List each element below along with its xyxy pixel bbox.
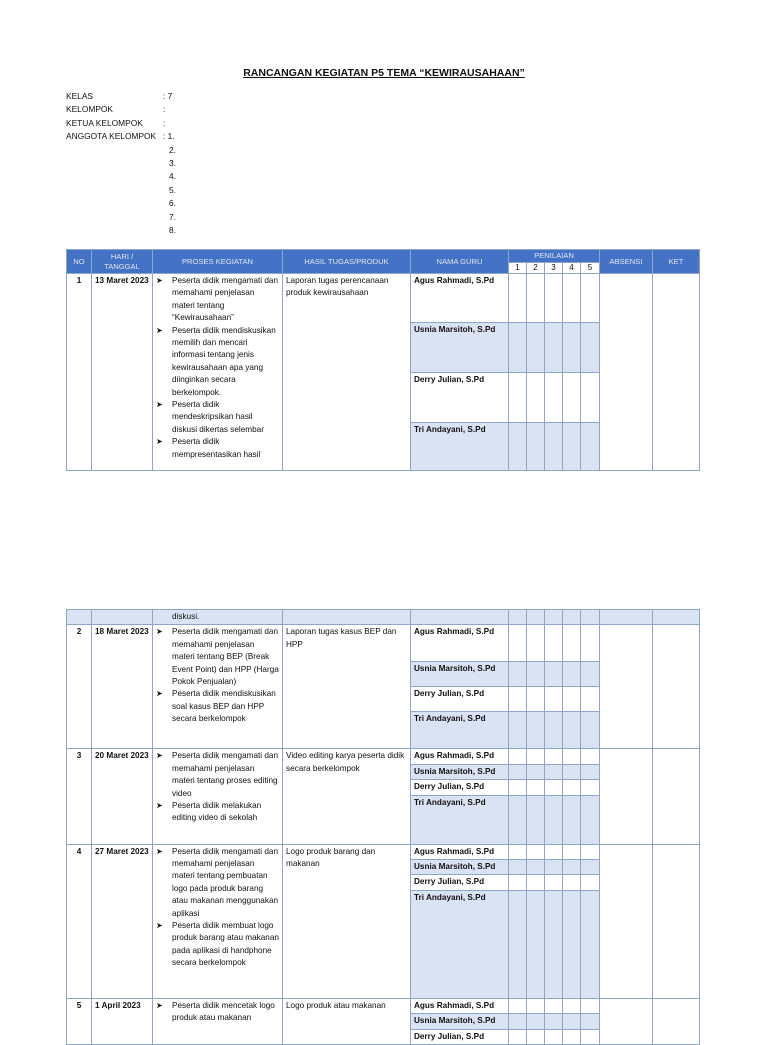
info-row-kelas xyxy=(66,90,176,103)
teacher-name: Agus Rahmadi, S.Pd xyxy=(411,749,509,764)
row-date: 18 Maret 2023 xyxy=(92,625,153,749)
activity-table-page-2 xyxy=(66,609,700,1045)
member-number: 4. xyxy=(169,171,176,182)
score-header: 4 xyxy=(563,263,581,274)
row-no: 4 xyxy=(67,844,92,998)
teacher-name: Tri Andayani, S.Pd xyxy=(411,423,509,471)
activity-item: ➤ Peserta didik mengamati dan memahami penjelasan materi tentang BEP (Break Event Point) dan HPP (Harga Pokok Penjualan) xyxy=(156,626,279,688)
header-proses: PROSES KEGIATAN xyxy=(153,250,283,274)
row-no: 2 xyxy=(67,625,92,749)
teacher-name: Agus Rahmadi, S.Pd xyxy=(411,625,509,662)
member-number: 5. xyxy=(169,184,176,195)
teacher-name: Tri Andayani, S.Pd xyxy=(411,795,509,844)
teacher-name: Usnia Marsitoh, S.Pd xyxy=(411,1014,509,1029)
header-no: NO xyxy=(67,250,92,274)
row-activities xyxy=(153,998,283,1044)
activity-item: ➤ Peserta didik mendiskusikan memilih dan mencari informasi tentang jenis kewirausahaan apa yang diinginkan secara berkelompok. xyxy=(156,325,279,399)
member-number: 3. xyxy=(169,158,176,169)
header-absensi: ABSENSI xyxy=(600,250,653,274)
info-row-kelompok xyxy=(66,103,176,116)
row-result: Logo produk atau makanan xyxy=(283,998,411,1044)
activity-item: ➤ Peserta didik mengamati dan memahami penjelasan materi tentang proses editing video xyxy=(156,750,279,800)
continuation-text: diskusi. xyxy=(153,610,283,625)
info-value: : xyxy=(163,104,166,115)
header-penilaian: PENILAIAN xyxy=(509,250,600,263)
info-row-anggota xyxy=(66,130,176,143)
row-no: 3 xyxy=(67,749,92,844)
class-info xyxy=(66,90,176,237)
row-result: Logo produk barang dan makanan xyxy=(283,844,411,998)
activity-item: ➤ Peserta didik mengamati dan memahami penjelasan materi tentang “Kewirausahaan” xyxy=(156,275,279,325)
row-date: 27 Maret 2023 xyxy=(92,844,153,998)
info-label: KETUA KELOMPOK xyxy=(66,117,143,128)
member-number: 7. xyxy=(169,211,176,222)
activity-item: ➤ Peserta didik mempresentasikan hasil xyxy=(156,436,279,461)
page-title: RANCANGAN KEGIATAN P5 TEMA “KEWIRAUSAHAAN” xyxy=(243,67,525,79)
teacher-name: Usnia Marsitoh, S.Pd xyxy=(411,764,509,779)
info-value: : xyxy=(163,117,166,128)
activity-item: ➤ Peserta didik mendiskusikan soal kasus BEP dan HPP secara berkelompok xyxy=(156,688,279,725)
member-number: 6. xyxy=(169,198,176,209)
teacher-name: Tri Andayani, S.Pd xyxy=(411,712,509,749)
activity-item: ➤ Peserta didik mendeskripsikan hasil diskusi dikertas selembar xyxy=(156,399,279,436)
teacher-name: Usnia Marsitoh, S.Pd xyxy=(411,662,509,687)
header-ket: KET xyxy=(653,250,700,274)
teacher-name: Derry Julian, S.Pd xyxy=(411,780,509,795)
row-activities xyxy=(153,274,283,471)
activity-item: ➤ Peserta didik membuat logo produk barang atau makanan pada aplikasi di handphone secara berkelompok xyxy=(156,920,279,970)
row-result: Laporan tugas perencanaan produk kewirausahaan xyxy=(283,274,411,471)
info-value: : 7 xyxy=(163,91,173,101)
info-label: KELAS xyxy=(66,91,94,101)
activity-item: ➤ Peserta didik mencetak logo produk atau makanan xyxy=(156,1000,279,1025)
score-header: 2 xyxy=(527,263,545,274)
row-date: 1 April 2023 xyxy=(92,998,153,1044)
teacher-name: Agus Rahmadi, S.Pd xyxy=(411,998,509,1013)
row-date: 20 Maret 2023 xyxy=(92,749,153,844)
info-row-ketua xyxy=(66,117,176,130)
row-result: Laporan tugas kasus BEP dan HPP xyxy=(283,625,411,749)
teacher-name: Derry Julian, S.Pd xyxy=(411,875,509,890)
activity-item: ➤ Peserta didik melakukan editing video di sekolah xyxy=(156,800,279,825)
member-number: 8. xyxy=(169,225,176,236)
teacher-name: Tri Andayani, S.Pd xyxy=(411,890,509,998)
header-guru: NAMA GURU xyxy=(411,250,509,274)
member-number: 2. xyxy=(169,144,176,155)
info-label: KELOMPOK xyxy=(66,104,114,115)
row-no: 1 xyxy=(67,274,92,471)
info-label: ANGGOTA KELOMPOK xyxy=(66,131,157,142)
row-no: 5 xyxy=(67,998,92,1044)
row-activities xyxy=(153,844,283,998)
activity-table-page-1 xyxy=(66,249,700,471)
teacher-name: Agus Rahmadi, S.Pd xyxy=(411,274,509,323)
info-value: : 1. xyxy=(163,131,175,142)
score-header: 5 xyxy=(581,263,600,274)
teacher-name: Derry Julian, S.Pd xyxy=(411,687,509,712)
header-hari: HARI / TANGGAL xyxy=(92,250,153,274)
score-header: 3 xyxy=(545,263,563,274)
row-date: 13 Maret 2023 xyxy=(92,274,153,471)
score-header: 1 xyxy=(509,263,527,274)
teacher-name: Derry Julian, S.Pd xyxy=(411,1029,509,1044)
row-result: Video editing karya peserta didik secara berkelompok xyxy=(283,749,411,844)
teacher-name: Agus Rahmadi, S.Pd xyxy=(411,844,509,859)
teacher-name: Derry Julian, S.Pd xyxy=(411,373,509,423)
row-activities xyxy=(153,625,283,749)
teacher-name: Usnia Marsitoh, S.Pd xyxy=(411,323,509,373)
activity-item: ➤ Peserta didik mengamati dan memahami penjelasan materi tentang pembuatan logo pada produk barang atau makanan menggunakan aplikasi xyxy=(156,846,279,920)
teacher-name: Usnia Marsitoh, S.Pd xyxy=(411,860,509,875)
header-hasil: HASIL TUGAS/PRODUK xyxy=(283,250,411,274)
row-activities xyxy=(153,749,283,844)
